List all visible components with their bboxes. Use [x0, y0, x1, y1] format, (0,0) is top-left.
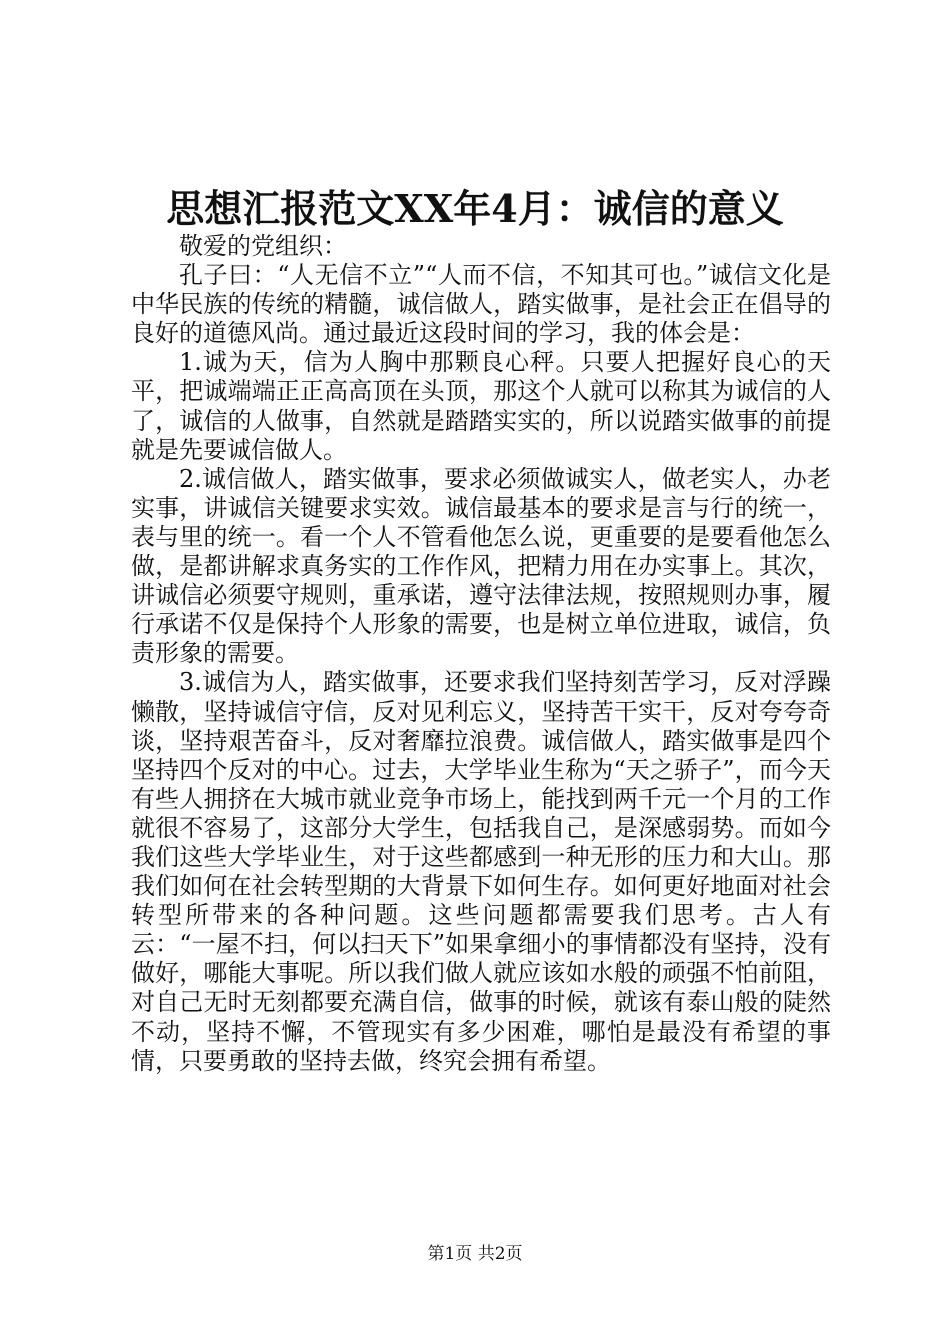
salutation: 敬爱的党组织：: [179, 232, 347, 260]
paragraph-intro: 孔子曰：“人无信不立”“人而不信，不知其可也。”诚信文化是中华民族的传统的精髓，诚信做人，踏实做事，是社会正在倡导的良好的道德风尚。通过最近这段时间的学习，我的体会是：: [131, 261, 831, 348]
document-body: [131, 232, 831, 1076]
page-number-footer: 第1页 共2页: [427, 1244, 523, 1264]
paragraph-point-1: 1.诚为天，信为人胸中那颗良心秤。只要人把握好良心的天平，把诚端端正正高高顶在头顶，那这个人就可以称其为诚信的人了，诚信的人做事，自然就是踏踏实实的，所以说踏实做事的前提就是先要诚信做人。: [131, 348, 831, 464]
paragraph-point-3: 3.诚信为人，踏实做事，还要求我们坚持刻苦学习，反对浮躁懒散，坚持诚信守信，反对见利忘义，坚持苦干实干，反对夸夸奇谈，坚持艰苦奋斗，反对奢靡拉浪费。诚信做人，踏实做事是四个坚持四个反对的中心。过去，大学毕业生称为“天之骄子”，而今天有些人拥挤在大城市就业竞争市场上，能找到两千元一个月的工作就很不容易了，这部分大学生，包括我自己，是深感弱势。而如今我们这些大学毕业生，对于这些都感到一种无形的压力和大山。那我们如何在社会转型期的大背景下如何生存。如何更好地面对社会转型所带来的各种问题。这些问题都需要我们思考。古人有云：“一屋不扫，何以扫天下”如果拿细小的事情都没有坚持，没有做好，哪能大事呢。所以我们做人就应该如水般的顽强不怕前阻，对自己无时无刻都要充满自信，做事的时候，就该有泰山般的陡然不动，坚持不懈，不管现实有多少困难，哪怕是最没有希望的事情，只要勇敢的坚持去做，终究会拥有希望。: [131, 668, 831, 1075]
paragraph-point-2: 2.诚信做人，踏实做事，要求必须做诚实人，做老实人，办老实事，讲诚信关键要求实效。诚信最基本的要求是言与行的统一，表与里的统一。看一个人不管看他怎么说，更重要的是要看他怎么做，是都讲解求真务实的工作作风，把精力用在办实事上。其次，讲诚信必须要守规则，重承诺，遵守法律法规，按照规则办事，履行承诺不仅是保持个人形象的需要，也是树立单位进取，诚信，负责形象的需要。: [131, 464, 831, 668]
page-title: 思想汇报范文XX年4月：诚信的意义: [166, 186, 784, 231]
